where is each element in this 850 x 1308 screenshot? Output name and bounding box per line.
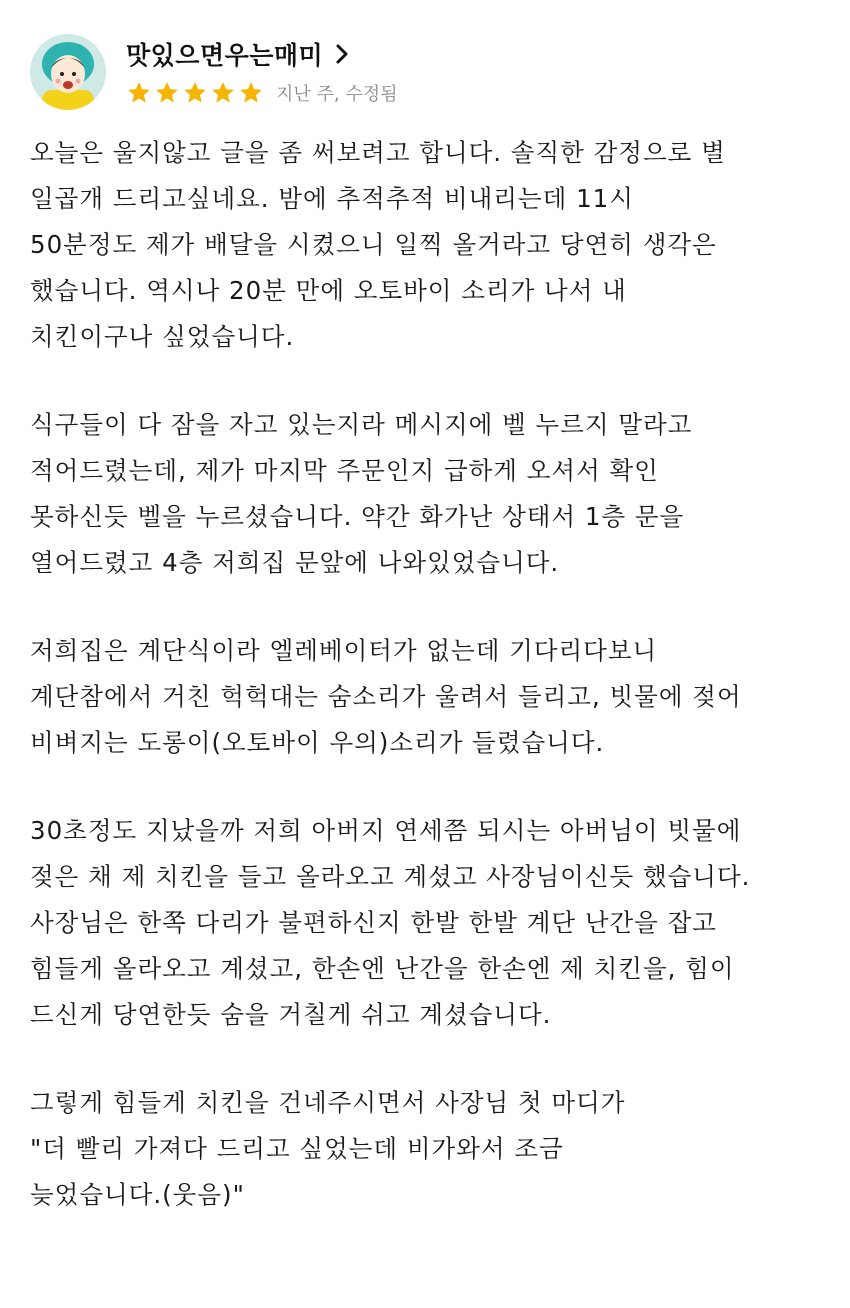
review-line: 30초정도 지났을까 저희 아버지 연세쯤 되시는 아버님이 빗물에 [30,816,742,845]
review-paragraph [30,628,820,766]
star-rating [126,80,264,106]
review-line: 식구들이 다 잠을 자고 있는지라 메시지에 벨 누르지 말라고 [30,410,693,439]
review-line: 열어드렸고 4층 저희집 문앞에 나와있었습니다. [30,548,560,577]
review-line: 비벼지는 도롱이(오토바이 우의)소리가 들렸습니다. [30,728,605,757]
review-line: 그렇게 힘들게 치킨을 건네주시면서 사장님 첫 마디가 [30,1088,626,1117]
review-line: 늦었습니다.(웃음)" [30,1180,245,1209]
review-body [30,130,820,1260]
review-line: 사장님은 한쪽 다리가 불편하신지 한발 한발 계단 난간을 잡고 [30,908,717,937]
avatar-icon [30,34,106,110]
star-icon [154,80,180,106]
review-line: 치킨이구나 싶었습니다. [30,322,295,351]
review-line: 50분정도 제가 배달을 시켰으니 일찍 올거라고 당연히 생각은 [30,230,717,259]
review-paragraph [30,808,820,1038]
review-paragraph [30,130,820,360]
review-line: 계단참에서 거친 헉헉대는 숨소리가 울려서 들리고, 빗물에 젖어 [30,682,742,711]
review-line: 저희집은 계단식이라 엘레베이터가 없는데 기다리다보니 [30,636,658,665]
rating-row [126,80,398,106]
review-line: 못하신듯 벨을 누르셨습니다. 약간 화가난 상태서 1층 문을 [30,502,685,531]
review-line: 오늘은 울지않고 글을 좀 써보려고 합니다. 솔직한 감정으로 별 [30,138,726,167]
star-icon [182,80,208,106]
reviewer-name[interactable]: 맛있으면우는매미 [126,41,324,70]
avatar[interactable] [30,34,106,110]
review-paragraph [30,402,820,586]
review-line: 적어드렸는데, 제가 마지막 주문인지 급하게 오셔서 확인 [30,456,659,485]
review-date: 지난 주, 수정됨 [276,84,398,105]
star-icon [210,80,236,106]
review-line: 드신게 당연한듯 숨을 거칠게 쉬고 계셨습니다. [30,1000,552,1029]
review-line: 젖은 채 제 치킨을 들고 올라오고 계셨고 사장님이신듯 했습니다. [30,862,751,891]
review-paragraph [30,1080,820,1218]
review-line: 힘들게 올라오고 계셨고, 한손엔 난간을 한손엔 제 치킨을, 힘이 [30,954,735,983]
review-header [30,30,820,120]
chevron-right-icon [333,41,351,67]
review-line: 했습니다. 역시나 20분 만에 오토바이 소리가 나서 내 [30,276,627,305]
star-icon [238,80,264,106]
star-icon [126,80,152,106]
review-line: "더 빨리 가져다 드리고 싶었는데 비가와서 조금 [30,1134,564,1163]
reviewer-link[interactable] [126,36,351,72]
review-line: 일곱개 드리고싶네요. 밤에 추적추적 비내리는데 11시 [30,184,634,213]
